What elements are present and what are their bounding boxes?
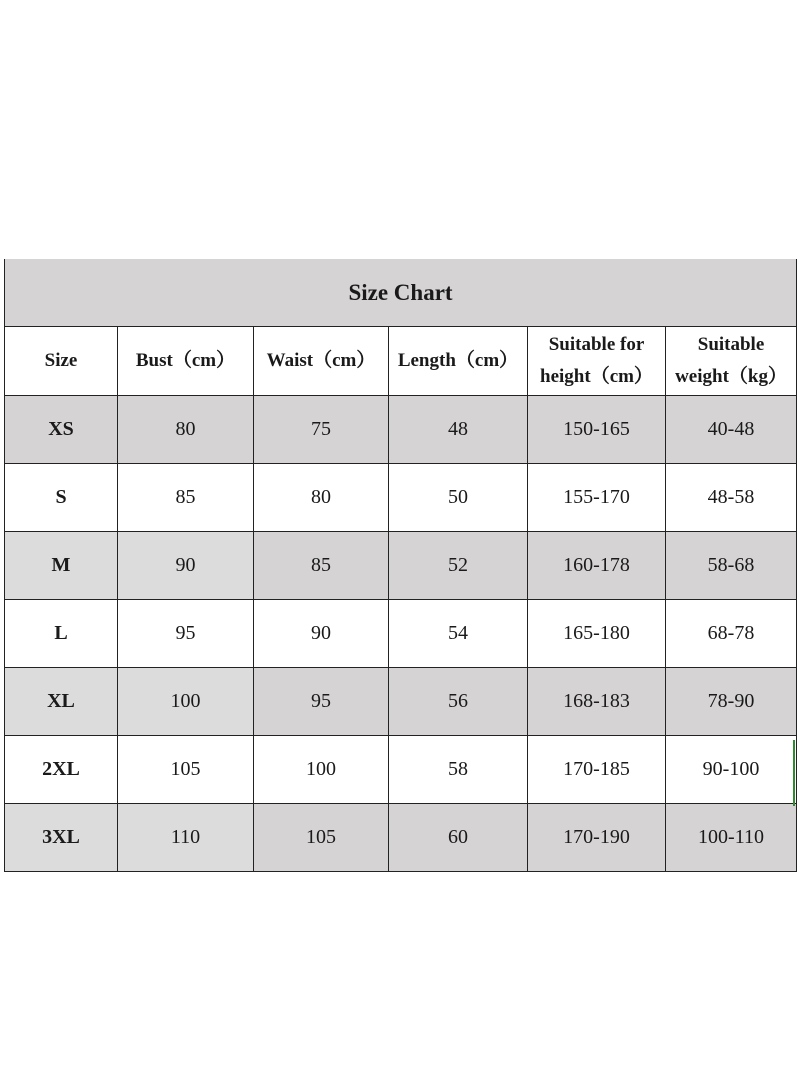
header-length xyxy=(389,327,528,396)
cell-size: 2XL xyxy=(5,736,118,804)
header-waist-line1: Waist（cm） xyxy=(266,350,376,371)
cell-bust: 105 xyxy=(118,736,254,804)
header-height-line1: Suitable for xyxy=(548,334,645,355)
cell-weight: 78-90 xyxy=(666,668,797,736)
header-bust-line1: Bust（cm） xyxy=(135,350,236,371)
cell-size: XL xyxy=(5,668,118,736)
header-weight-line1: Suitable xyxy=(697,334,765,355)
header-length-line1: Length（cm） xyxy=(397,350,519,371)
cell-length: 54 xyxy=(389,600,528,668)
header-weight-line2: weight（kg） xyxy=(675,366,787,387)
cell-bust: 110 xyxy=(118,804,254,872)
cell-weight: 100-110 xyxy=(666,804,797,872)
cell-bust: 100 xyxy=(118,668,254,736)
cell-length: 60 xyxy=(389,804,528,872)
table-row xyxy=(5,396,797,464)
cell-weight: 90-100 xyxy=(666,736,797,804)
cell-bust: 85 xyxy=(118,464,254,532)
cell-weight: 58-68 xyxy=(666,532,797,600)
chart-title: Size Chart xyxy=(5,259,797,327)
cell-waist: 105 xyxy=(254,804,389,872)
cell-size: XS xyxy=(5,396,118,464)
cell-weight: 48-58 xyxy=(666,464,797,532)
cell-bust: 80 xyxy=(118,396,254,464)
cell-waist: 95 xyxy=(254,668,389,736)
cell-bust: 95 xyxy=(118,600,254,668)
header-bust xyxy=(118,327,254,396)
cell-height: 165-180 xyxy=(528,600,666,668)
header-weight xyxy=(666,327,797,396)
size-rows xyxy=(5,396,797,872)
cell-size: L xyxy=(5,600,118,668)
cell-height: 150-165 xyxy=(528,396,666,464)
table-row xyxy=(5,532,797,600)
table-row xyxy=(5,668,797,736)
cell-waist: 80 xyxy=(254,464,389,532)
cell-length: 52 xyxy=(389,532,528,600)
header-height-line2: height（cm） xyxy=(540,366,653,387)
cell-height: 155-170 xyxy=(528,464,666,532)
cell-waist: 75 xyxy=(254,396,389,464)
cell-waist: 100 xyxy=(254,736,389,804)
cell-length: 56 xyxy=(389,668,528,736)
header-size-line1: Size xyxy=(44,350,78,371)
cell-waist: 90 xyxy=(254,600,389,668)
cell-size: M xyxy=(5,532,118,600)
title-row xyxy=(5,259,797,327)
cell-height: 160-178 xyxy=(528,532,666,600)
cell-size: S xyxy=(5,464,118,532)
cell-waist: 85 xyxy=(254,532,389,600)
table-row xyxy=(5,600,797,668)
table-row xyxy=(5,736,797,804)
cell-length: 58 xyxy=(389,736,528,804)
table-row xyxy=(5,804,797,872)
header-size xyxy=(5,327,118,396)
cell-length: 50 xyxy=(389,464,528,532)
cell-height: 168-183 xyxy=(528,668,666,736)
header-waist xyxy=(254,327,389,396)
size-chart-table xyxy=(4,259,797,872)
cell-weight: 68-78 xyxy=(666,600,797,668)
table-row xyxy=(5,464,797,532)
cell-bust: 90 xyxy=(118,532,254,600)
cell-height: 170-190 xyxy=(528,804,666,872)
header-height xyxy=(528,327,666,396)
header-row xyxy=(5,327,797,396)
cell-size: 3XL xyxy=(5,804,118,872)
cell-weight: 40-48 xyxy=(666,396,797,464)
edge-mark xyxy=(793,740,795,806)
cell-length: 48 xyxy=(389,396,528,464)
cell-height: 170-185 xyxy=(528,736,666,804)
